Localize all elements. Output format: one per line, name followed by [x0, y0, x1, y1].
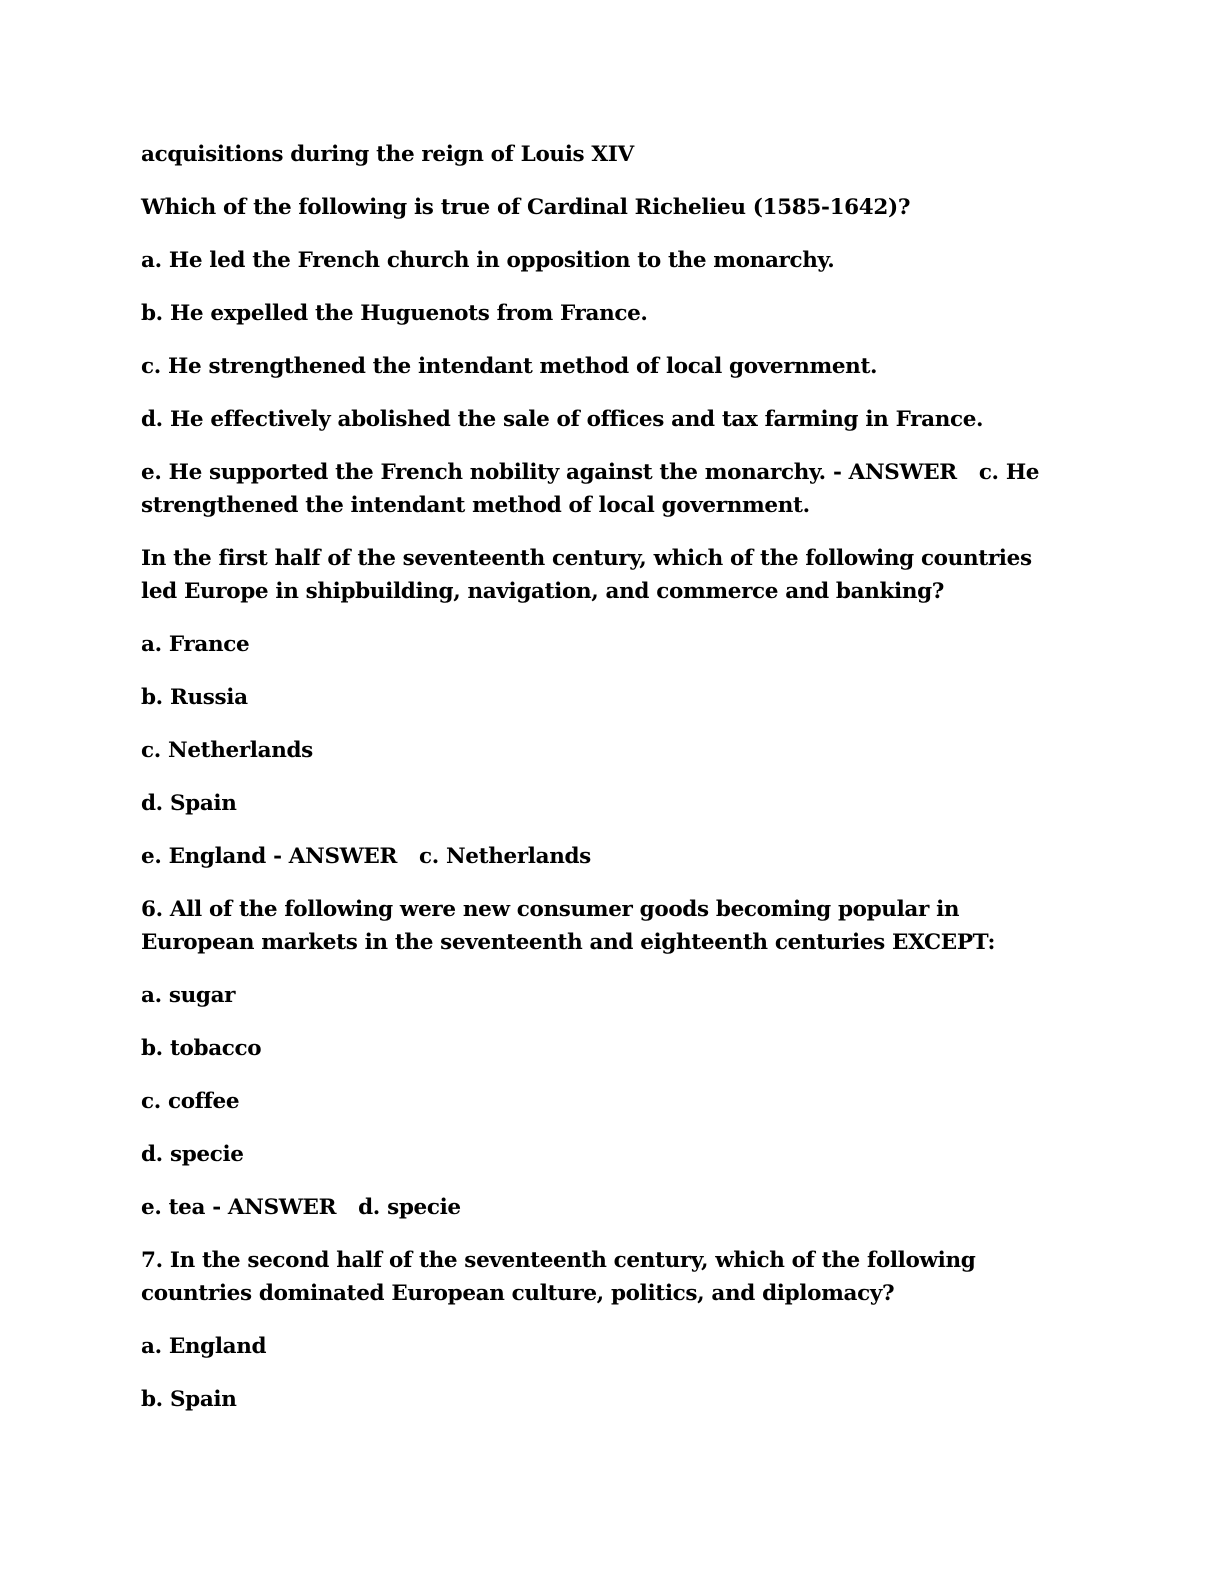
- paragraph-text: b. Russia: [141, 685, 248, 710]
- answer-option: [141, 681, 1061, 714]
- answer-option: [141, 628, 1061, 661]
- question-text: [141, 1244, 1061, 1310]
- paragraph-text: d. He effectively abolished the sale of offices and tax farming in France.: [141, 407, 984, 432]
- answer-option-with-answer: [141, 456, 1061, 522]
- answer-option-with-answer: [141, 1191, 1061, 1224]
- document-body: [141, 138, 1061, 1436]
- answer-option: [141, 734, 1061, 767]
- answer-text: c. Netherlands: [418, 844, 591, 869]
- answer-option: [141, 979, 1061, 1012]
- paragraph-text: a. sugar: [141, 983, 236, 1008]
- paragraph-text: b. He expelled the Huguenots from France.: [141, 301, 648, 326]
- answer-option: [141, 350, 1061, 383]
- paragraph-text: b. Spain: [141, 1387, 237, 1412]
- answer-option: [141, 1032, 1061, 1065]
- answer-option: [141, 1383, 1061, 1416]
- answer-option: [141, 1138, 1061, 1171]
- paragraph-text: a. England: [141, 1334, 267, 1359]
- text-line: [141, 138, 1061, 171]
- paragraph-text: d. Spain: [141, 791, 237, 816]
- paragraph-text: 6. All of the following were new consumer goods becoming popular in European markets in the seventeenth and eighteenth centuries EXCEPT:: [141, 897, 996, 955]
- answer-option: [141, 1330, 1061, 1363]
- paragraph-text: a. France: [141, 632, 250, 657]
- paragraph-text: e. He supported the French nobility against the monarchy. - ANSWER: [141, 460, 957, 485]
- paragraph-text: c. coffee: [141, 1089, 240, 1114]
- paragraph-text: e. tea - ANSWER: [141, 1195, 337, 1220]
- question-text: [141, 191, 1061, 224]
- answer-text: d. specie: [358, 1195, 461, 1220]
- paragraph-text: 7. In the second half of the seventeenth century, which of the following countries dominated European culture, politics, and diplomacy?: [141, 1248, 983, 1306]
- paragraph-text: d. specie: [141, 1142, 244, 1167]
- paragraph-text: In the first half of the seventeenth century, which of the following countries led Europe in shipbuilding, navigation, and commerce and banking?: [141, 546, 1039, 604]
- paragraph-text: a. He led the French church in opposition to the monarchy.: [141, 248, 835, 273]
- paragraph-text: e. England - ANSWER: [141, 844, 397, 869]
- paragraph-text: Which of the following is true of Cardinal Richelieu (1585-1642)?: [141, 195, 911, 220]
- answer-option: [141, 1085, 1061, 1118]
- paragraph-text: b. tobacco: [141, 1036, 262, 1061]
- answer-option-with-answer: [141, 840, 1061, 873]
- question-text: [141, 542, 1061, 608]
- question-text: [141, 893, 1061, 959]
- paragraph-text: acquisitions during the reign of Louis XIV: [141, 142, 634, 167]
- answer-option: [141, 403, 1061, 436]
- answer-option: [141, 787, 1061, 820]
- answer-option: [141, 297, 1061, 330]
- answer-text: c. He strengthened the intendant method of local government.: [141, 460, 1047, 518]
- answer-option: [141, 244, 1061, 277]
- paragraph-text: c. He strengthened the intendant method of local government.: [141, 354, 878, 379]
- paragraph-text: c. Netherlands: [141, 738, 313, 763]
